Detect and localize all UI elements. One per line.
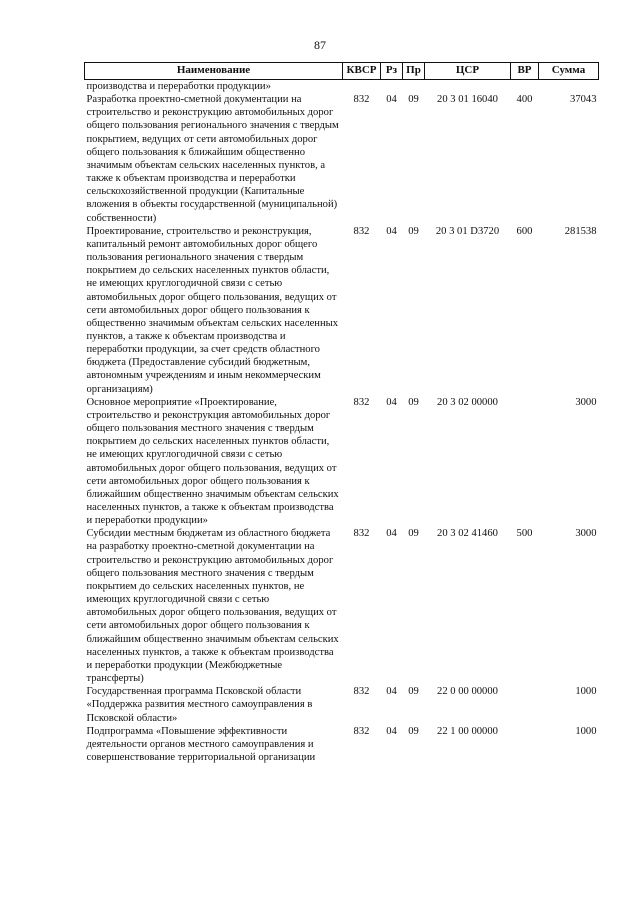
row-rz: 04 xyxy=(386,225,397,237)
row-pr: 09 xyxy=(408,725,419,737)
table-row xyxy=(85,80,599,94)
row-sum xyxy=(539,80,599,94)
row-name: Проектирование, строительство и реконструкция, капитальный ремонт автомобильных дорог общего пользования регионального значения с твердым покрытием до сельских населенных пунктов области, не имеющих круглогодичной связи с сетью автомобильных дорог общего пользования, ведущих от сети автомобильных дорог общего пользования к общественно значимым объектам сельских населенных пунктов, а также к объектам производства и переработки продукции, за счет средств областного бюджета (Предоставление субсидий бюджетным, автономным учреждениям и иным некоммерческим организациям) xyxy=(86,225,339,395)
row-name: Основное мероприятие «Проектирование, строительство и реконструкция автомобильных дорог общего пользования местного значения с твердым покрытием до сельских населенных пунктов области, не имеющих круглогодичной связи с сетью автомобильных дорог общего пользования, ведущих от сети автомобильных дорог общего пользования к ближайшим общественно значимым объектам сельских населенных пунктов, а также к объектам производства и переработки продукции» xyxy=(86,396,339,527)
table-row xyxy=(85,93,599,225)
row-kvsr: 832 xyxy=(353,528,370,540)
row-rz: 04 xyxy=(386,528,397,540)
row-rz: 04 xyxy=(386,396,397,408)
row-kvsr: 832 xyxy=(353,94,370,106)
row-vr xyxy=(511,396,539,528)
header-name: Наименование xyxy=(85,63,343,80)
row-kvsr: 832 xyxy=(353,725,370,737)
header-rz: Рз xyxy=(381,63,403,80)
row-kvsr xyxy=(343,80,381,94)
row-vr xyxy=(511,80,539,94)
row-vr xyxy=(511,685,539,724)
table-row xyxy=(85,527,599,685)
row-pr: 09 xyxy=(408,94,419,106)
header-vr: ВР xyxy=(511,63,539,80)
header-sum: Сумма xyxy=(539,63,599,80)
table-header xyxy=(85,63,599,80)
row-vr xyxy=(511,725,539,764)
row-csr: 20 3 02 00000 xyxy=(437,396,498,408)
row-kvsr: 832 xyxy=(353,686,370,698)
row-sum: 1000 xyxy=(575,686,597,698)
header-pr: Пр xyxy=(403,63,425,80)
row-name: Субсидии местным бюджетам из областного бюджета на разработку проектно-сметной документации на строительство и реконструкцию автомобильных дорог общего пользования местного значения с твердым покрытием до сельских населенных пунктов, не имеющих круглогодичной связи с сетью автомобильных дорог общего пользования, ведущих от сети автомобильных дорог общего пользования к ближайшим общественно значимым объектам сельских населенных пунктов, а также к объектам производства и переработки продукции (Межбюджетные трансферты) xyxy=(86,528,339,685)
row-rz: 04 xyxy=(386,686,397,698)
row-rz: 04 xyxy=(386,94,397,106)
row-csr xyxy=(425,80,511,94)
row-vr: 500 xyxy=(516,528,533,540)
header-csr: ЦСР xyxy=(425,63,511,80)
row-vr: 400 xyxy=(516,94,533,106)
row-pr: 09 xyxy=(408,686,419,698)
row-sum: 3000 xyxy=(575,396,597,408)
row-name: Государственная программа Псковской области «Поддержка развития местного самоуправления в Псковской области» xyxy=(86,686,313,724)
row-pr xyxy=(403,80,425,94)
budget-table xyxy=(84,62,599,764)
row-pr: 09 xyxy=(408,396,419,408)
row-sum: 281538 xyxy=(564,225,597,237)
table-row xyxy=(85,725,599,764)
row-csr: 22 1 00 00000 xyxy=(437,725,498,737)
row-pr: 09 xyxy=(408,225,419,237)
table-row xyxy=(85,396,599,528)
table-row xyxy=(85,225,599,396)
row-rz: 04 xyxy=(386,725,397,737)
header-kvsr: КВСР xyxy=(343,63,381,80)
row-vr: 600 xyxy=(516,225,533,237)
page-number: 87 xyxy=(314,38,326,52)
row-kvsr: 832 xyxy=(353,396,370,408)
row-kvsr: 832 xyxy=(353,225,370,237)
row-sum: 37043 xyxy=(570,94,597,106)
row-rz xyxy=(381,80,403,94)
row-csr: 20 3 02 41460 xyxy=(437,528,498,540)
table-body xyxy=(85,80,599,765)
row-pr: 09 xyxy=(408,528,419,540)
row-csr: 20 3 01 16040 xyxy=(437,94,498,106)
row-name: Разработка проектно-сметной документации на строительство и реконструкцию автомобильных дорог общего пользования регионального значения с твердым покрытием, ведущих от сети автомобильных дорог общего пользования к ближайшим общественно значимым объектам сельских населенных пунктов, а также к объектам производства и переработки сельскохозяйственной продукции (Капитальные вложения в объекты государственной (муниципальной) собственности) xyxy=(86,94,339,224)
row-csr: 22 0 00 00000 xyxy=(437,686,498,698)
row-sum: 1000 xyxy=(575,725,597,737)
table-row xyxy=(85,685,599,724)
row-name: производства и переработки продукции» xyxy=(86,81,271,92)
row-name: Подпрограмма «Повышение эффективности деятельности органов местного самоуправления и совершенствование территориальной организации xyxy=(86,725,316,763)
row-csr: 20 3 01 D3720 xyxy=(435,225,500,237)
row-sum: 3000 xyxy=(575,528,597,540)
